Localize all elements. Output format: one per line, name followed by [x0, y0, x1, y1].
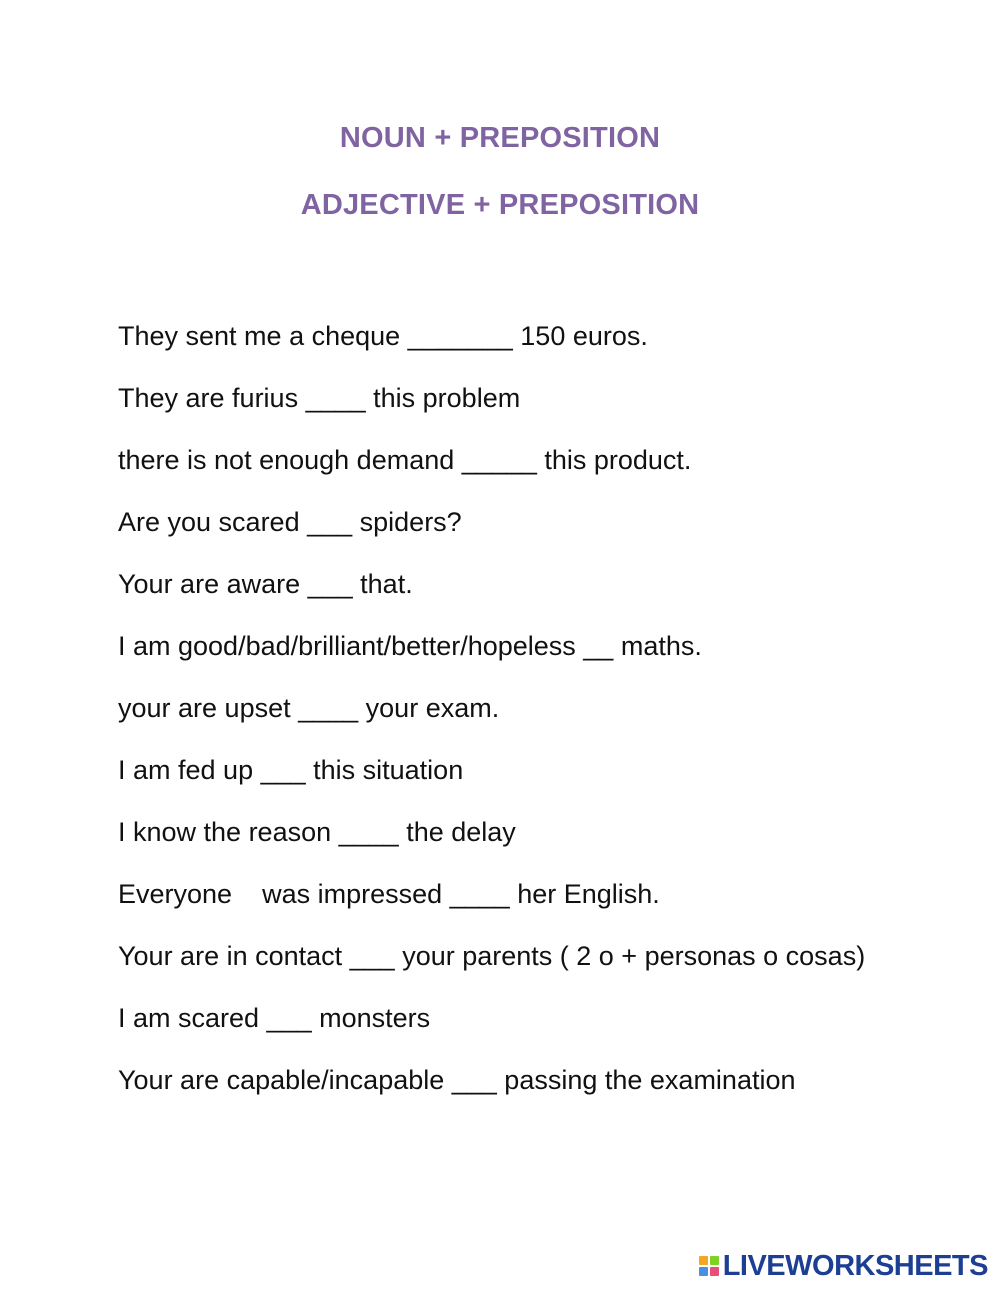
grid-square-4 [710, 1267, 719, 1276]
exercise-sentence-5: Your are aware ___ that. [118, 569, 413, 599]
exercise-sentence-7: your are upset ____ your exam. [118, 693, 500, 723]
exercise-list [118, 313, 878, 1119]
grid-square-3 [699, 1267, 708, 1276]
exercise-sentence-1: They sent me a cheque _______ 150 euros. [118, 321, 648, 351]
liveworksheets-grid-icon [699, 1256, 719, 1276]
exercise-sentence-4: Are you scared ___ spiders? [118, 507, 462, 537]
exercise-sentence-12: I am scared ___ monsters [118, 1003, 431, 1033]
exercise-sentence-11: Your are in contact ___ your parents ( 2 o + personas o cosas) [118, 941, 866, 971]
grid-square-2 [710, 1256, 719, 1265]
exercise-sentence-10: Everyone was impressed ____ her English. [118, 879, 660, 909]
exercise-sentence-2: They are furius ____ this problem [118, 383, 521, 413]
page-subtitle: ADJECTIVE + PREPOSITION [300, 189, 700, 221]
brand-name: LIVEWORKSHEETS [722, 1250, 988, 1282]
exercise-sentence-8: I am fed up ___ this situation [118, 755, 464, 785]
exercise-sentence-13: Your are capable/incapable ___ passing the examination [118, 1065, 796, 1095]
exercise-sentence-9: I know the reason ____ the delay [118, 817, 516, 847]
liveworksheets-logo [699, 1250, 988, 1282]
exercise-sentence-6: I am good/bad/brilliant/better/hopeless __ maths. [118, 631, 702, 661]
page-title: NOUN + PREPOSITION [339, 122, 661, 154]
exercise-sentence-3: there is not enough demand _____ this product. [118, 445, 692, 475]
grid-square-1 [699, 1256, 708, 1265]
